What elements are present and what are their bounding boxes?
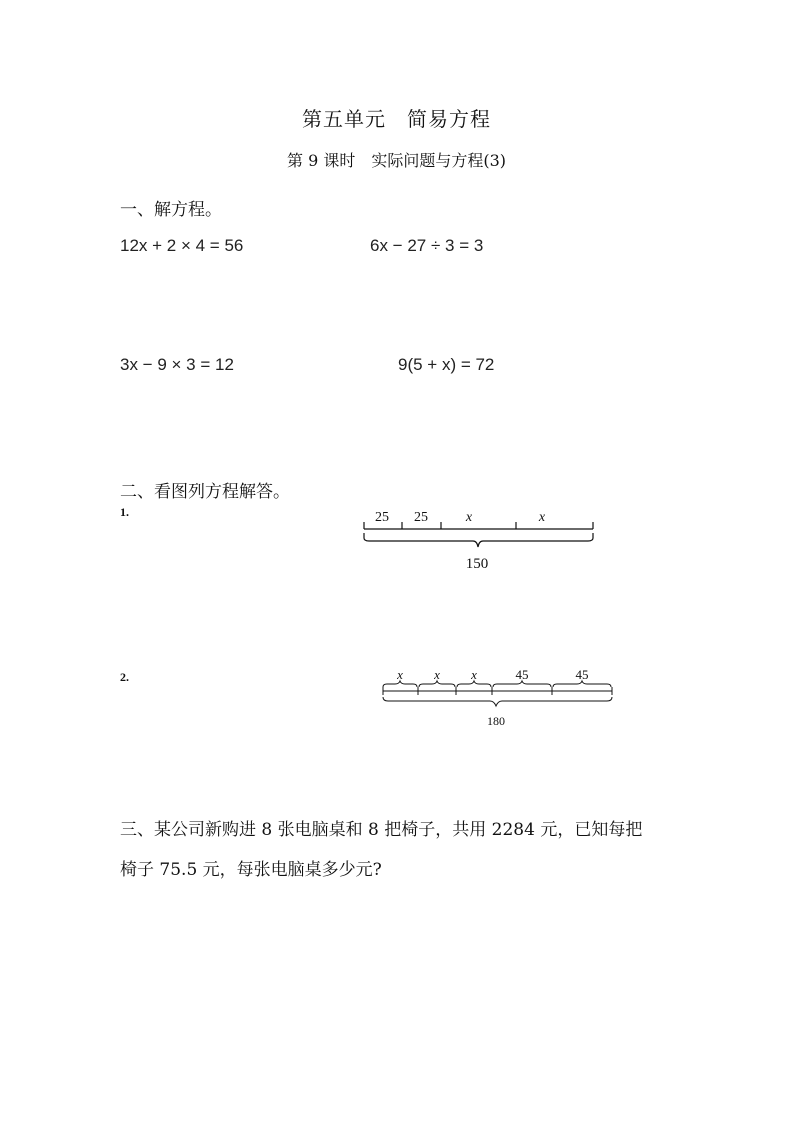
total-label: 150 xyxy=(465,556,489,572)
equation-2: 6x − 27 ÷ 3 = 3 xyxy=(370,236,484,255)
total-label: 180 xyxy=(487,714,505,728)
lesson-subtitle: 第 9 课时 实际问题与方程(3) xyxy=(286,151,507,170)
equation-1: 12x + 2 × 4 = 56 xyxy=(120,236,244,255)
segment-label: 25 xyxy=(414,510,428,525)
segment-label: 45 xyxy=(515,667,529,682)
problem-2-number: 2. xyxy=(120,670,129,684)
segment-label: x xyxy=(397,667,403,682)
segment-label: x xyxy=(538,510,546,525)
section2-heading: 二、看图列方程解答。 xyxy=(120,482,290,502)
segment-label: 25 xyxy=(375,510,389,525)
equation-3: 3x − 9 × 3 = 12 xyxy=(120,355,234,374)
line-diagram-1 xyxy=(355,500,605,578)
equation-4: 9(5 + x) = 72 xyxy=(398,355,495,374)
section1-heading: 一、解方程。 xyxy=(120,200,222,220)
segment-label: 45 xyxy=(575,667,589,682)
segment-label: x xyxy=(434,667,440,682)
segment-label: x xyxy=(465,510,473,525)
problem-1-number: 1. xyxy=(120,505,129,519)
line-diagram-2 xyxy=(375,664,620,732)
segment-label: x xyxy=(471,667,477,682)
section3-line2: 椅子 75.5 元，每张电脑桌多少元? xyxy=(120,860,382,880)
section3-line1: 三、某公司新购进 8 张电脑桌和 8 把椅子，共用 2284 元，已知每把 xyxy=(120,820,643,840)
page-title: 第五单元 简易方程 xyxy=(302,107,491,131)
